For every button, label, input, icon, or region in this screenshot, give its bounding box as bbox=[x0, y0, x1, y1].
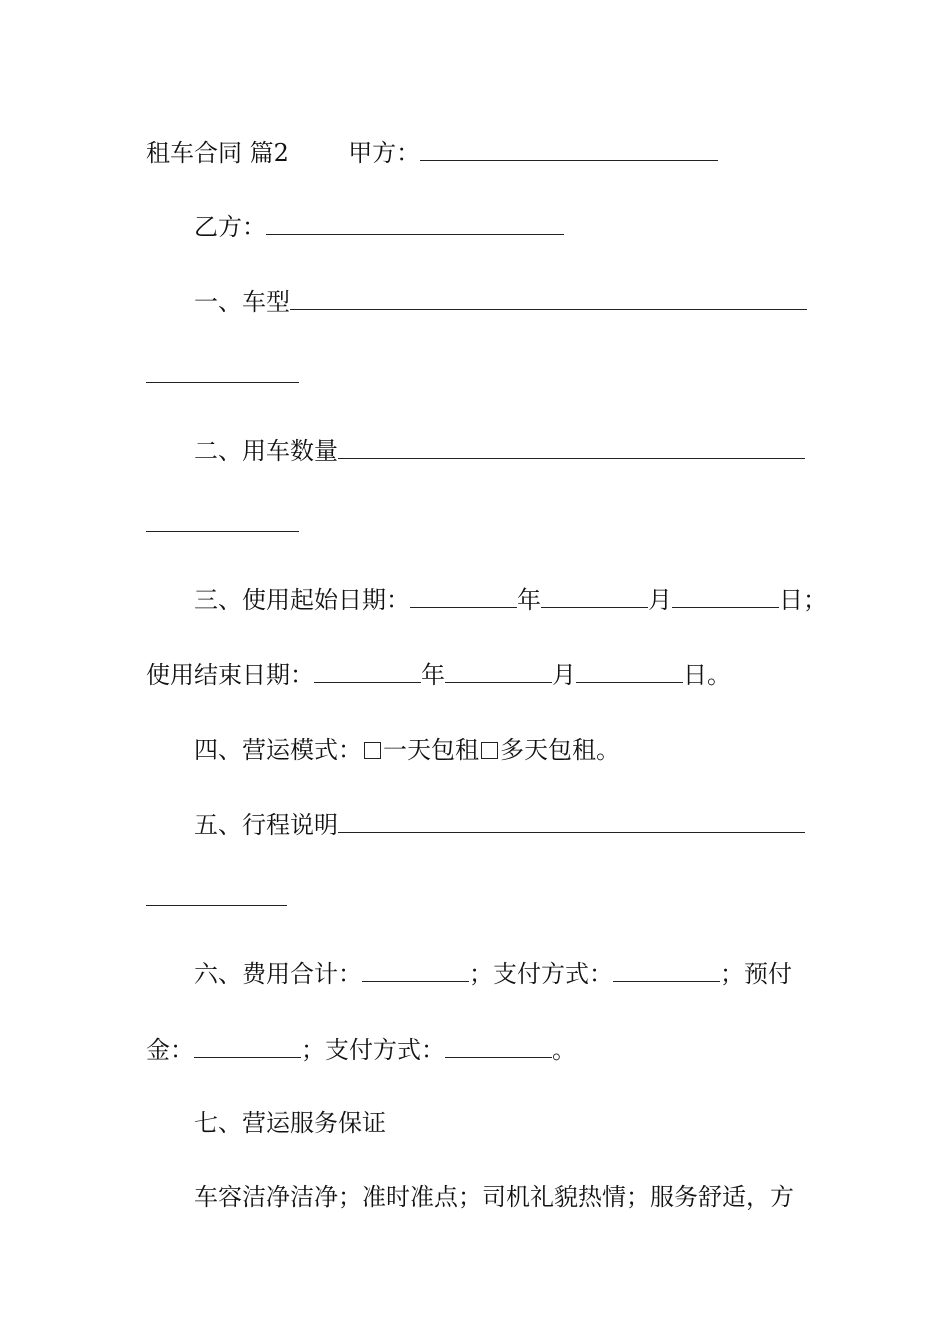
multi-day-option: 多天包租。 bbox=[500, 736, 620, 764]
party-b-label: 乙方： bbox=[194, 213, 266, 241]
prepay-payment-method-label: 支付方式： bbox=[325, 1036, 445, 1064]
section-3-line bbox=[194, 584, 827, 616]
total-fee-blank[interactable] bbox=[362, 959, 469, 982]
car-type-blank-continued[interactable] bbox=[146, 382, 299, 383]
day-label: 日； bbox=[779, 586, 827, 614]
end-month-blank[interactable] bbox=[445, 660, 552, 683]
car-quantity-blank[interactable] bbox=[338, 436, 805, 459]
party-b-line bbox=[194, 211, 564, 243]
itinerary-blank-continued[interactable] bbox=[146, 905, 287, 906]
itinerary-blank[interactable] bbox=[338, 810, 805, 833]
party-b-blank[interactable] bbox=[266, 212, 564, 235]
start-day-blank[interactable] bbox=[672, 585, 779, 608]
multi-day-checkbox[interactable] bbox=[481, 742, 498, 759]
prepay-blank[interactable] bbox=[194, 1035, 301, 1058]
section-7-text bbox=[194, 1181, 794, 1213]
party-a-blank[interactable] bbox=[420, 138, 718, 161]
document-title: 租车合同 篇2 bbox=[146, 139, 289, 167]
end-date-line bbox=[146, 659, 731, 691]
semicolon-3: ； bbox=[301, 1036, 325, 1064]
section-2-line bbox=[194, 435, 805, 467]
month-label: 月 bbox=[648, 586, 672, 614]
car-type-blank[interactable] bbox=[290, 287, 807, 310]
end-year-blank[interactable] bbox=[314, 660, 421, 683]
section-5-label: 五、行程说明 bbox=[194, 811, 338, 839]
prepay-label-part2: 金： bbox=[146, 1036, 194, 1064]
total-fee-label: 六、费用合计： bbox=[194, 960, 362, 988]
end-month-label: 月 bbox=[552, 661, 576, 689]
start-year-blank[interactable] bbox=[410, 585, 517, 608]
section-2-label: 二、用车数量 bbox=[194, 437, 338, 465]
car-quantity-blank-continued[interactable] bbox=[146, 531, 299, 532]
prepay-payment-method-blank[interactable] bbox=[445, 1035, 552, 1058]
period: 。 bbox=[552, 1036, 576, 1064]
service-guarantee-text: 车容洁净洁净；准时准点；司机礼貌热情；服务舒适，方 bbox=[194, 1183, 794, 1211]
title-line bbox=[146, 137, 718, 169]
section-6-line bbox=[194, 958, 792, 990]
payment-method-label: 支付方式： bbox=[493, 960, 613, 988]
start-date-label: 三、使用起始日期： bbox=[194, 586, 410, 614]
end-day-label: 日。 bbox=[683, 661, 731, 689]
year-label: 年 bbox=[517, 586, 541, 614]
section-7-line bbox=[194, 1107, 386, 1139]
semicolon-1: ； bbox=[469, 960, 493, 988]
end-date-label: 使用结束日期： bbox=[146, 661, 314, 689]
single-day-option: 一天包租 bbox=[383, 736, 479, 764]
section-7-label: 七、营运服务保证 bbox=[194, 1109, 386, 1137]
semicolon-2: ； bbox=[720, 960, 744, 988]
operation-mode-label: 四、营运模式： bbox=[194, 736, 362, 764]
start-month-blank[interactable] bbox=[541, 585, 648, 608]
single-day-checkbox[interactable] bbox=[364, 742, 381, 759]
section-5-line bbox=[194, 809, 805, 841]
end-day-blank[interactable] bbox=[576, 660, 683, 683]
section-1-label: 一、车型 bbox=[194, 288, 290, 316]
section-4-line bbox=[194, 734, 620, 766]
prepay-line bbox=[146, 1034, 576, 1066]
end-year-label: 年 bbox=[421, 661, 445, 689]
party-a-label: 甲方： bbox=[348, 139, 421, 167]
prepay-label-part1: 预付 bbox=[744, 960, 792, 988]
payment-method-blank[interactable] bbox=[613, 959, 720, 982]
section-1-line bbox=[194, 286, 807, 318]
